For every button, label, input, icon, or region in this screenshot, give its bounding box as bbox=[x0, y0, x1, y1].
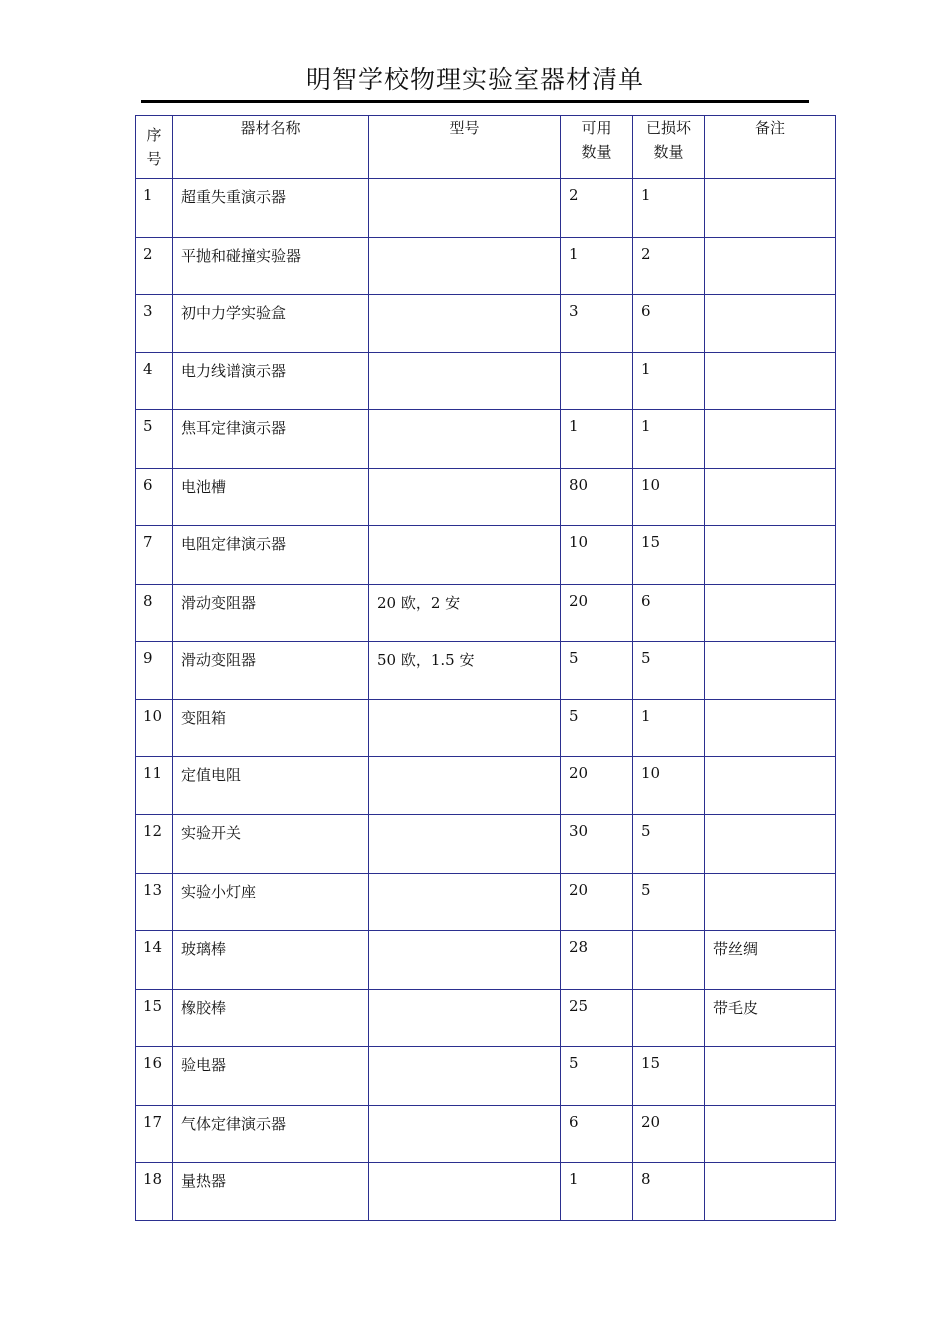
row-number-cell bbox=[136, 353, 173, 410]
equipment-model-cell bbox=[369, 410, 561, 469]
equipment-name-cell bbox=[173, 1047, 369, 1106]
damaged-quantity-cell bbox=[633, 238, 705, 295]
row-note bbox=[705, 815, 835, 822]
equipment-name-cell bbox=[173, 1106, 369, 1163]
available-quantity-cell bbox=[561, 931, 633, 990]
table-row bbox=[136, 469, 836, 526]
row-number-cell bbox=[136, 1163, 173, 1221]
table-row bbox=[136, 990, 836, 1047]
row-number-cell bbox=[136, 700, 173, 757]
row-note bbox=[705, 295, 835, 302]
row-note bbox=[705, 1163, 835, 1170]
row-note bbox=[705, 700, 835, 707]
damaged-quantity: 1 bbox=[641, 186, 651, 204]
row-note bbox=[705, 353, 835, 360]
equipment-name-cell bbox=[173, 585, 369, 642]
equipment-name-cell bbox=[173, 642, 369, 700]
equipment-model-cell bbox=[369, 642, 561, 700]
damaged-quantity: 8 bbox=[641, 1170, 651, 1188]
available-quantity: 5 bbox=[569, 707, 579, 725]
equipment-name-cell bbox=[173, 295, 369, 353]
row-note-cell bbox=[705, 238, 836, 295]
row-note bbox=[705, 469, 835, 476]
row-number: 14 bbox=[143, 938, 163, 956]
damaged-quantity-cell bbox=[633, 179, 705, 238]
table-row bbox=[136, 642, 836, 700]
available-quantity: 6 bbox=[569, 1113, 579, 1131]
available-quantity: 10 bbox=[569, 533, 589, 551]
available-quantity: 5 bbox=[569, 1054, 579, 1072]
damaged-quantity: 5 bbox=[641, 649, 651, 667]
damaged-quantity bbox=[633, 931, 704, 938]
row-note-cell bbox=[705, 410, 836, 469]
equipment-name: 定值电阻 bbox=[181, 766, 242, 784]
equipment-model-cell bbox=[369, 353, 561, 410]
row-number-cell bbox=[136, 295, 173, 353]
table-row bbox=[136, 295, 836, 353]
equipment-name-cell bbox=[173, 238, 369, 295]
equipment-name: 橡胶棒 bbox=[181, 999, 227, 1017]
row-number-cell bbox=[136, 931, 173, 990]
equipment-name: 玻璃棒 bbox=[181, 940, 227, 958]
table-row bbox=[136, 757, 836, 815]
header-seq-line2: 号 bbox=[146, 150, 162, 168]
equipment-model-cell bbox=[369, 700, 561, 757]
equipment-model bbox=[369, 757, 560, 764]
damaged-quantity: 6 bbox=[641, 302, 651, 320]
header-name: 器材名称 bbox=[173, 116, 369, 179]
row-number: 18 bbox=[143, 1170, 163, 1188]
equipment-name: 平抛和碰撞实验器 bbox=[181, 247, 302, 265]
equipment-name: 滑动变阻器 bbox=[181, 651, 257, 669]
row-number-cell bbox=[136, 1106, 173, 1163]
table-body bbox=[136, 179, 836, 1221]
row-number: 7 bbox=[143, 533, 153, 551]
damaged-quantity-cell bbox=[633, 295, 705, 353]
equipment-name: 电阻定律演示器 bbox=[181, 535, 287, 553]
equipment-name-cell bbox=[173, 469, 369, 526]
row-note: 带毛皮 bbox=[713, 999, 759, 1017]
row-note-cell bbox=[705, 179, 836, 238]
damaged-quantity-cell bbox=[633, 700, 705, 757]
equipment-model bbox=[369, 295, 560, 302]
available-quantity: 20 bbox=[569, 881, 589, 899]
equipment-name: 实验开关 bbox=[181, 824, 242, 842]
row-note-cell bbox=[705, 815, 836, 874]
row-note-cell bbox=[705, 585, 836, 642]
row-number: 1 bbox=[143, 186, 153, 204]
available-quantity: 20 bbox=[569, 764, 589, 782]
equipment-model-cell bbox=[369, 874, 561, 931]
equipment-name: 超重失重演示器 bbox=[181, 188, 287, 206]
table-row bbox=[136, 179, 836, 238]
equipment-model bbox=[369, 1047, 560, 1054]
row-number: 12 bbox=[143, 822, 163, 840]
equipment-model-cell bbox=[369, 931, 561, 990]
equipment-name: 变阻箱 bbox=[181, 709, 227, 727]
header-available-line1: 可用 bbox=[581, 119, 612, 137]
equipment-name-cell bbox=[173, 353, 369, 410]
row-number: 15 bbox=[143, 997, 163, 1015]
damaged-quantity-cell bbox=[633, 1106, 705, 1163]
equipment-name-cell bbox=[173, 700, 369, 757]
damaged-quantity: 5 bbox=[641, 881, 651, 899]
header-model: 型号 bbox=[369, 116, 561, 179]
available-quantity: 1 bbox=[569, 245, 579, 263]
row-number: 16 bbox=[143, 1054, 163, 1072]
equipment-model-cell bbox=[369, 526, 561, 585]
row-note bbox=[705, 585, 835, 592]
equipment-model bbox=[369, 990, 560, 997]
available-quantity-cell bbox=[561, 1106, 633, 1163]
available-quantity-cell bbox=[561, 990, 633, 1047]
header-available-line2: 数量 bbox=[581, 143, 612, 161]
table-row bbox=[136, 353, 836, 410]
table-row bbox=[136, 700, 836, 757]
row-note bbox=[705, 642, 835, 649]
damaged-quantity: 15 bbox=[641, 1054, 661, 1072]
equipment-model-cell bbox=[369, 990, 561, 1047]
available-quantity-cell bbox=[561, 700, 633, 757]
row-number-cell bbox=[136, 179, 173, 238]
damaged-quantity-cell bbox=[633, 353, 705, 410]
row-note bbox=[705, 410, 835, 417]
equipment-model-cell bbox=[369, 238, 561, 295]
equipment-model-cell bbox=[369, 1047, 561, 1106]
header-available bbox=[561, 116, 633, 179]
header-seq-line1: 序 bbox=[146, 126, 162, 144]
equipment-name: 验电器 bbox=[181, 1056, 227, 1074]
row-note-cell bbox=[705, 1047, 836, 1106]
row-note-cell bbox=[705, 874, 836, 931]
equipment-model-cell bbox=[369, 469, 561, 526]
available-quantity-cell bbox=[561, 1047, 633, 1106]
page-title: 明智学校物理实验室器材清单 bbox=[305, 65, 644, 94]
row-number-cell bbox=[136, 526, 173, 585]
damaged-quantity: 6 bbox=[641, 592, 651, 610]
equipment-name: 初中力学实验盒 bbox=[181, 304, 287, 322]
available-quantity bbox=[561, 353, 632, 360]
available-quantity-cell bbox=[561, 353, 633, 410]
equipment-model-cell bbox=[369, 815, 561, 874]
equipment-model bbox=[369, 874, 560, 881]
damaged-quantity-cell bbox=[633, 990, 705, 1047]
available-quantity-cell bbox=[561, 642, 633, 700]
available-quantity: 28 bbox=[569, 938, 589, 956]
equipment-name-cell bbox=[173, 990, 369, 1047]
row-note-cell bbox=[705, 931, 836, 990]
equipment-name: 气体定律演示器 bbox=[181, 1115, 287, 1133]
equipment-name: 焦耳定律演示器 bbox=[181, 419, 287, 437]
damaged-quantity-cell bbox=[633, 1163, 705, 1221]
row-note-cell bbox=[705, 1106, 836, 1163]
table-row bbox=[136, 526, 836, 585]
available-quantity-cell bbox=[561, 874, 633, 931]
equipment-name-cell bbox=[173, 757, 369, 815]
equipment-table bbox=[135, 115, 836, 1221]
equipment-name: 电力线谱演示器 bbox=[181, 362, 287, 380]
damaged-quantity: 5 bbox=[641, 822, 651, 840]
row-number: 11 bbox=[143, 764, 163, 782]
row-note-cell bbox=[705, 526, 836, 585]
available-quantity-cell bbox=[561, 1163, 633, 1221]
damaged-quantity-cell bbox=[633, 874, 705, 931]
equipment-model bbox=[369, 700, 560, 707]
available-quantity: 30 bbox=[569, 822, 589, 840]
row-number-cell bbox=[136, 990, 173, 1047]
equipment-model bbox=[369, 815, 560, 822]
row-note bbox=[705, 1106, 835, 1113]
row-note-cell bbox=[705, 1163, 836, 1221]
row-number-cell bbox=[136, 1047, 173, 1106]
table-row bbox=[136, 1047, 836, 1106]
equipment-model bbox=[369, 1163, 560, 1170]
available-quantity: 1 bbox=[569, 1170, 579, 1188]
header-damaged-line2: 数量 bbox=[653, 143, 684, 161]
equipment-name-cell bbox=[173, 874, 369, 931]
table-header-row bbox=[136, 116, 836, 179]
equipment-name-cell bbox=[173, 1163, 369, 1221]
row-note-cell bbox=[705, 990, 836, 1047]
row-number: 6 bbox=[143, 476, 153, 494]
header-note: 备注 bbox=[705, 116, 836, 179]
available-quantity-cell bbox=[561, 757, 633, 815]
row-note-cell bbox=[705, 295, 836, 353]
available-quantity: 25 bbox=[569, 997, 589, 1015]
row-number: 17 bbox=[143, 1113, 163, 1131]
header-damaged-line1: 已损坏 bbox=[645, 119, 691, 137]
row-number: 8 bbox=[143, 592, 153, 610]
row-note bbox=[705, 874, 835, 881]
row-note-cell bbox=[705, 469, 836, 526]
title-underline bbox=[141, 100, 809, 103]
row-note-cell bbox=[705, 700, 836, 757]
table-row bbox=[136, 410, 836, 469]
damaged-quantity-cell bbox=[633, 1047, 705, 1106]
row-number: 9 bbox=[143, 649, 153, 667]
equipment-model-cell bbox=[369, 295, 561, 353]
damaged-quantity: 10 bbox=[641, 476, 661, 494]
available-quantity-cell bbox=[561, 238, 633, 295]
equipment-model-cell bbox=[369, 1106, 561, 1163]
row-number-cell bbox=[136, 410, 173, 469]
table-row bbox=[136, 1106, 836, 1163]
available-quantity: 80 bbox=[569, 476, 589, 494]
row-note bbox=[705, 526, 835, 533]
available-quantity: 3 bbox=[569, 302, 579, 320]
damaged-quantity bbox=[633, 990, 704, 997]
available-quantity: 2 bbox=[569, 186, 579, 204]
row-note: 带丝绸 bbox=[713, 940, 759, 958]
row-note-cell bbox=[705, 757, 836, 815]
equipment-model-cell bbox=[369, 757, 561, 815]
row-number: 2 bbox=[143, 245, 153, 263]
equipment-name: 量热器 bbox=[181, 1172, 227, 1190]
damaged-quantity-cell bbox=[633, 585, 705, 642]
row-note bbox=[705, 238, 835, 245]
damaged-quantity: 1 bbox=[641, 360, 651, 378]
equipment-model: 50 欧，1.5 安 bbox=[377, 651, 475, 669]
available-quantity-cell bbox=[561, 526, 633, 585]
row-number-cell bbox=[136, 815, 173, 874]
damaged-quantity: 1 bbox=[641, 707, 651, 725]
row-note bbox=[705, 1047, 835, 1054]
equipment-name: 实验小灯座 bbox=[181, 883, 257, 901]
equipment-model-cell bbox=[369, 585, 561, 642]
equipment-name-cell bbox=[173, 179, 369, 238]
row-number-cell bbox=[136, 874, 173, 931]
equipment-model bbox=[369, 238, 560, 245]
equipment-name-cell bbox=[173, 526, 369, 585]
header-damaged bbox=[633, 116, 705, 179]
equipment-name-cell bbox=[173, 815, 369, 874]
table-row bbox=[136, 931, 836, 990]
row-number-cell bbox=[136, 469, 173, 526]
equipment-model bbox=[369, 179, 560, 186]
equipment-model bbox=[369, 931, 560, 938]
row-number-cell bbox=[136, 757, 173, 815]
equipment-name: 滑动变阻器 bbox=[181, 594, 257, 612]
row-note bbox=[705, 757, 835, 764]
damaged-quantity-cell bbox=[633, 642, 705, 700]
equipment-name-cell bbox=[173, 931, 369, 990]
row-number: 4 bbox=[143, 360, 153, 378]
equipment-name-cell bbox=[173, 410, 369, 469]
equipment-model-cell bbox=[369, 179, 561, 238]
row-number-cell bbox=[136, 642, 173, 700]
row-note-cell bbox=[705, 353, 836, 410]
row-note bbox=[705, 179, 835, 186]
row-number: 5 bbox=[143, 417, 153, 435]
table-row bbox=[136, 815, 836, 874]
row-number: 10 bbox=[143, 707, 163, 725]
available-quantity-cell bbox=[561, 179, 633, 238]
equipment-model bbox=[369, 526, 560, 533]
damaged-quantity-cell bbox=[633, 931, 705, 990]
header-seq bbox=[136, 116, 173, 179]
equipment-model bbox=[369, 1106, 560, 1113]
available-quantity-cell bbox=[561, 469, 633, 526]
available-quantity-cell bbox=[561, 410, 633, 469]
equipment-model-cell bbox=[369, 1163, 561, 1221]
available-quantity-cell bbox=[561, 585, 633, 642]
table-row bbox=[136, 1163, 836, 1221]
damaged-quantity: 2 bbox=[641, 245, 651, 263]
available-quantity: 5 bbox=[569, 649, 579, 667]
table-row bbox=[136, 238, 836, 295]
available-quantity: 1 bbox=[569, 417, 579, 435]
equipment-model bbox=[369, 410, 560, 417]
equipment-model bbox=[369, 469, 560, 476]
damaged-quantity-cell bbox=[633, 526, 705, 585]
equipment-model: 20 欧，2 安 bbox=[377, 594, 461, 612]
row-number-cell bbox=[136, 585, 173, 642]
row-number: 3 bbox=[143, 302, 153, 320]
row-number-cell bbox=[136, 238, 173, 295]
damaged-quantity: 15 bbox=[641, 533, 661, 551]
available-quantity-cell bbox=[561, 295, 633, 353]
available-quantity: 20 bbox=[569, 592, 589, 610]
damaged-quantity-cell bbox=[633, 815, 705, 874]
row-note-cell bbox=[705, 642, 836, 700]
damaged-quantity: 20 bbox=[641, 1113, 661, 1131]
damaged-quantity-cell bbox=[633, 469, 705, 526]
table-row bbox=[136, 585, 836, 642]
equipment-name: 电池槽 bbox=[181, 478, 227, 496]
damaged-quantity: 1 bbox=[641, 417, 651, 435]
damaged-quantity-cell bbox=[633, 410, 705, 469]
damaged-quantity: 10 bbox=[641, 764, 661, 782]
available-quantity-cell bbox=[561, 815, 633, 874]
equipment-model bbox=[369, 353, 560, 360]
row-number: 13 bbox=[143, 881, 163, 899]
damaged-quantity-cell bbox=[633, 757, 705, 815]
table-row bbox=[136, 874, 836, 931]
